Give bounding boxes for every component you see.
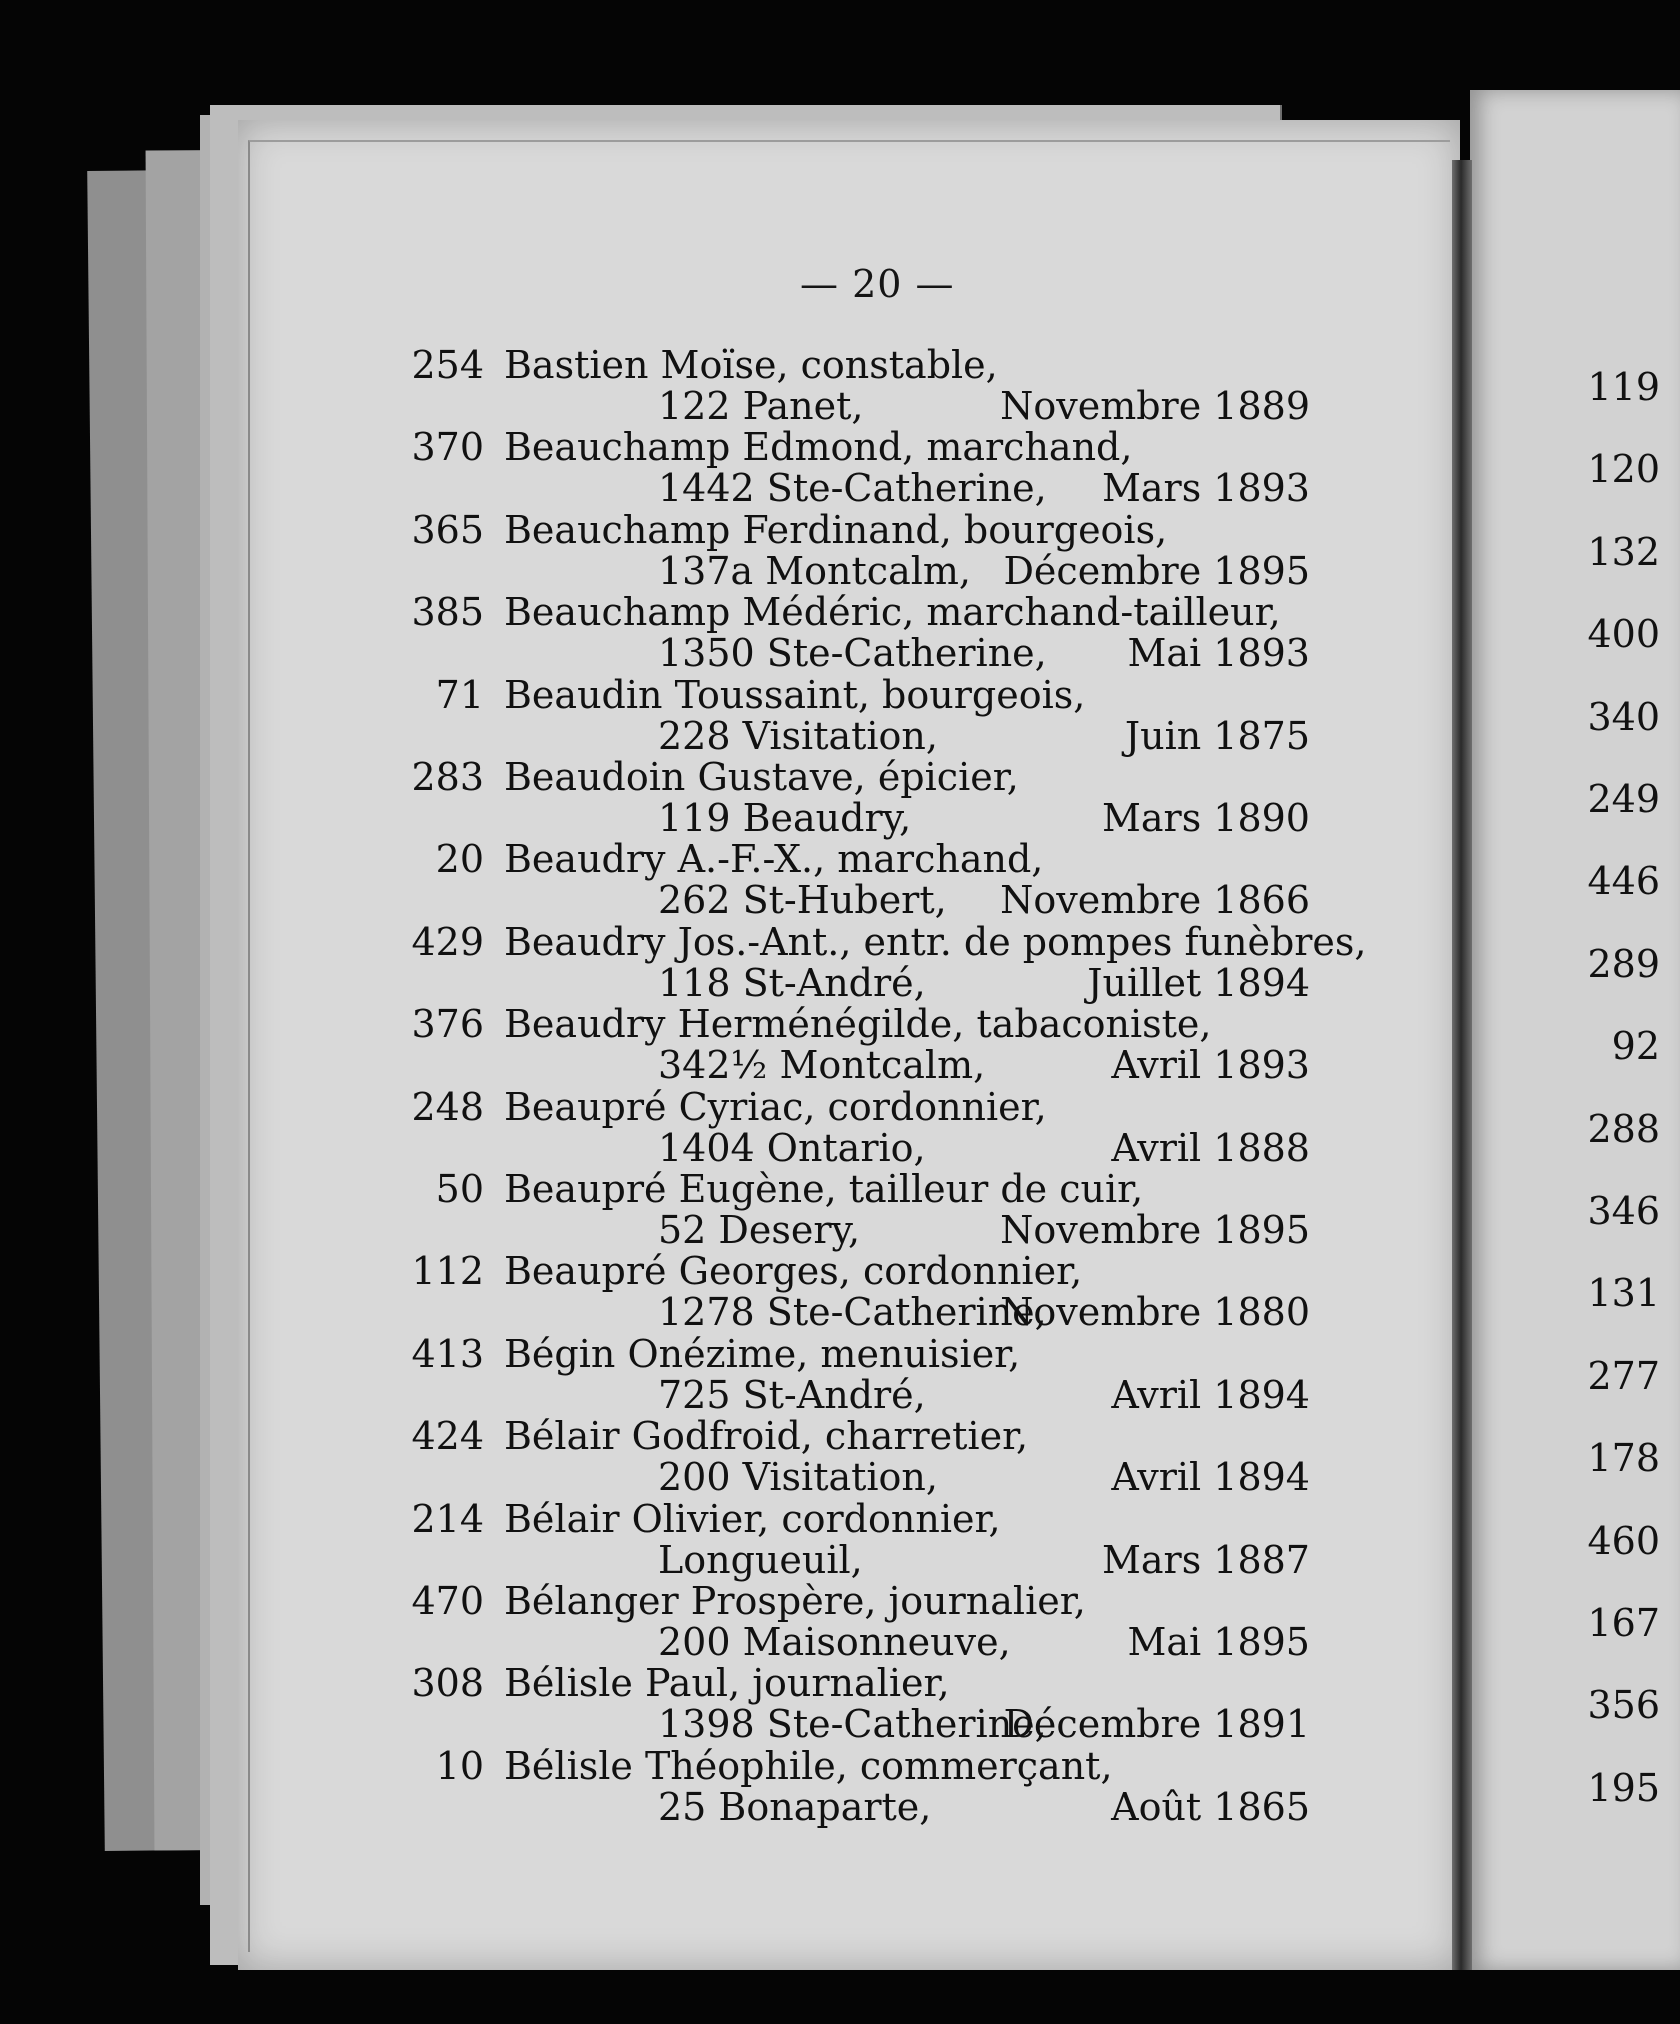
entry-reference-number: 178 xyxy=(1587,1436,1660,1480)
entry-name: Bélisle Paul, journalier, xyxy=(504,1661,950,1705)
entry-name: Bélair Olivier, cordonnier, xyxy=(504,1497,1001,1541)
entry-address: 52 Desery, xyxy=(658,1208,861,1252)
register-entry xyxy=(0,837,1680,922)
entry-number: 308 xyxy=(411,1661,484,1705)
entry-name: Beaupré Georges, cordonnier, xyxy=(504,1249,1083,1293)
entry-name: Bégin Onézime, menuisier, xyxy=(504,1332,1021,1376)
register-entry xyxy=(0,1249,1680,1334)
entry-number: 470 xyxy=(411,1579,484,1623)
entry-number: 214 xyxy=(411,1497,484,1541)
entry-reference-number: 195 xyxy=(1587,1766,1660,1810)
entry-date: Avril 1893 xyxy=(1111,1043,1310,1087)
entry-name: Bélisle Théophile, commerçant, xyxy=(504,1744,1113,1788)
register-entry xyxy=(0,1661,1680,1746)
entry-address: 137a Montcalm, xyxy=(658,549,971,593)
entry-reference-number: 446 xyxy=(1587,859,1660,903)
entry-address: 1350 Ste-Catherine, xyxy=(658,631,1047,675)
entry-reference-number: 356 xyxy=(1587,1683,1660,1727)
entry-address: 1442 Ste-Catherine, xyxy=(658,466,1047,510)
entry-name: Beauchamp Edmond, marchand, xyxy=(504,425,1133,469)
entry-name: Beaupré Cyriac, cordonnier, xyxy=(504,1085,1047,1129)
register-entry xyxy=(0,1497,1680,1582)
entry-reference-number: 119 xyxy=(1587,365,1660,409)
entry-name: Beauchamp Ferdinand, bourgeois, xyxy=(504,508,1168,552)
entry-name: Bélair Godfroid, charretier, xyxy=(504,1414,1029,1458)
entry-reference-number: 400 xyxy=(1587,612,1660,656)
entry-reference-number: 249 xyxy=(1587,777,1660,821)
entry-number: 112 xyxy=(411,1249,484,1293)
register-entry xyxy=(0,1332,1680,1417)
register-entry xyxy=(0,1002,1680,1087)
entry-date: Juin 1875 xyxy=(1124,714,1310,758)
register-entry xyxy=(0,508,1680,593)
entry-reference-number: 340 xyxy=(1587,695,1660,739)
entry-date: Décembre 1895 xyxy=(1003,549,1310,593)
entry-number: 429 xyxy=(411,920,484,964)
entry-name: Beauchamp Médéric, marchand-tailleur, xyxy=(504,590,1281,634)
entry-number: 370 xyxy=(411,425,484,469)
register-entry xyxy=(0,590,1680,675)
entry-address: 1398 Ste-Catherine, xyxy=(658,1702,1047,1746)
entry-name: Bastien Moïse, constable, xyxy=(504,343,998,387)
register-entry xyxy=(0,425,1680,510)
entry-name: Beaudry A.-F.-X., marchand, xyxy=(504,837,1044,881)
entry-reference-number: 277 xyxy=(1587,1354,1660,1398)
entry-date: Août 1865 xyxy=(1111,1785,1310,1829)
entry-reference-number: 132 xyxy=(1587,530,1660,574)
entry-address: 119 Beaudry, xyxy=(658,796,912,840)
entry-date: Novembre 1889 xyxy=(1000,384,1310,428)
entry-reference-number: 288 xyxy=(1587,1107,1660,1151)
entry-number: 376 xyxy=(411,1002,484,1046)
entry-number: 365 xyxy=(411,508,484,552)
entry-number: 248 xyxy=(411,1085,484,1129)
entry-address: 200 Maisonneuve, xyxy=(658,1620,1011,1664)
entry-number: 413 xyxy=(411,1332,484,1376)
entry-reference-number: 92 xyxy=(1611,1024,1660,1068)
register-entry xyxy=(0,673,1680,758)
entry-address: 1404 Ontario, xyxy=(658,1126,926,1170)
entry-number: 424 xyxy=(411,1414,484,1458)
entry-date: Avril 1894 xyxy=(1111,1373,1310,1417)
entry-date: Avril 1894 xyxy=(1111,1455,1310,1499)
entry-date: Mars 1890 xyxy=(1101,796,1310,840)
entry-number: 385 xyxy=(411,590,484,634)
entry-reference-number: 346 xyxy=(1587,1189,1660,1233)
entry-address: 725 St-André, xyxy=(658,1373,926,1417)
entry-reference-number: 167 xyxy=(1587,1601,1660,1645)
entry-address: 200 Visitation, xyxy=(658,1455,938,1499)
entry-date: Décembre 1891 xyxy=(1003,1702,1310,1746)
entry-date: Mai 1893 xyxy=(1127,631,1310,675)
entry-reference-number: 131 xyxy=(1587,1271,1660,1315)
entry-address: 228 Visitation, xyxy=(658,714,938,758)
entry-date: Novembre 1866 xyxy=(1000,878,1310,922)
entry-date: Novembre 1880 xyxy=(1000,1290,1310,1334)
register-entry xyxy=(0,1167,1680,1252)
entry-name: Beaudin Toussaint, bourgeois, xyxy=(504,673,1086,717)
entry-name: Beaudry Jos.-Ant., entr. de pompes funèbres, xyxy=(504,920,1367,964)
entry-date: Avril 1888 xyxy=(1111,1126,1310,1170)
entry-date: Novembre 1895 xyxy=(1000,1208,1310,1252)
entry-address: 118 St-André, xyxy=(658,961,926,1005)
entry-address: 342½ Montcalm, xyxy=(658,1043,986,1087)
entry-number: 254 xyxy=(411,343,484,387)
entry-reference-number: 460 xyxy=(1587,1519,1660,1563)
entry-number: 20 xyxy=(435,837,484,881)
page-number: — 20 — xyxy=(800,262,955,306)
entry-address: 122 Panet, xyxy=(658,384,864,428)
entry-date: Mars 1887 xyxy=(1101,1538,1310,1582)
register-entry xyxy=(0,920,1680,1005)
register-entry xyxy=(0,1414,1680,1499)
entry-number: 10 xyxy=(435,1744,484,1788)
entry-number: 283 xyxy=(411,755,484,799)
entry-reference-number: 120 xyxy=(1587,447,1660,491)
entry-date: Juillet 1894 xyxy=(1087,961,1310,1005)
entry-address: Longueuil, xyxy=(658,1538,863,1582)
entry-name: Bélanger Prospère, journalier, xyxy=(504,1579,1086,1623)
register-entry xyxy=(0,1744,1680,1829)
entry-reference-number: 289 xyxy=(1587,942,1660,986)
entry-date: Mars 1893 xyxy=(1101,466,1310,510)
entry-name: Beaupré Eugène, tailleur de cuir, xyxy=(504,1167,1144,1211)
entry-name: Beaudoin Gustave, épicier, xyxy=(504,755,1019,799)
entry-number: 71 xyxy=(435,673,484,717)
register-entry xyxy=(0,755,1680,840)
entry-address: 1278 Ste-Catherine, xyxy=(658,1290,1047,1334)
register-entry xyxy=(0,1579,1680,1664)
register-entry xyxy=(0,343,1680,428)
entry-address: 262 St-Hubert, xyxy=(658,878,947,922)
entry-number: 50 xyxy=(435,1167,484,1211)
register-entry xyxy=(0,1085,1680,1170)
entry-address: 25 Bonaparte, xyxy=(658,1785,932,1829)
entry-date: Mai 1895 xyxy=(1127,1620,1310,1664)
entry-name: Beaudry Herménégilde, tabaconiste, xyxy=(504,1002,1212,1046)
